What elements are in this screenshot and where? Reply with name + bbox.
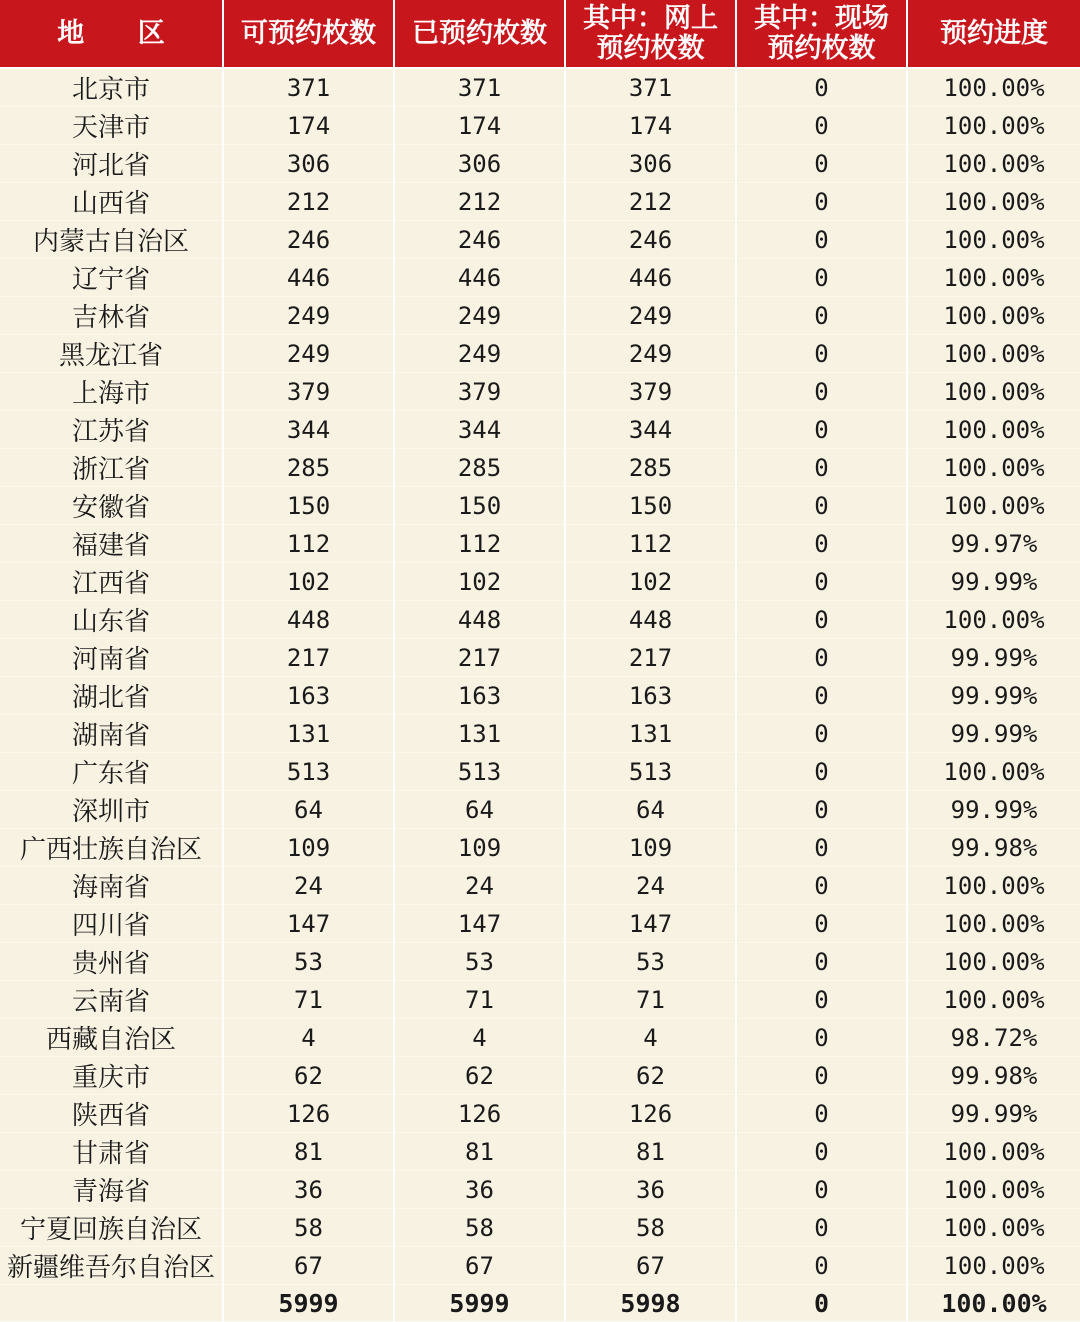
cell-available: 371 <box>223 68 394 107</box>
header-line: 地 区 <box>57 17 187 49</box>
cell-online: 71 <box>565 981 736 1019</box>
cell-progress: 100.00% <box>907 145 1080 183</box>
cell-progress: 100.00% <box>907 68 1080 107</box>
header-reserved-count <box>394 0 565 68</box>
cell-reserved: 371 <box>394 68 565 107</box>
total-cell-available: 5999 <box>223 1285 394 1322</box>
cell-available: 249 <box>223 335 394 373</box>
cell-progress: 99.97% <box>907 525 1080 563</box>
table-row <box>0 943 1080 981</box>
cell-reserved: 513 <box>394 753 565 791</box>
cell-online: 126 <box>565 1095 736 1133</box>
cell-available: 71 <box>223 981 394 1019</box>
cell-online: 112 <box>565 525 736 563</box>
table-row <box>0 1095 1080 1133</box>
table-row <box>0 867 1080 905</box>
cell-onsite: 0 <box>736 715 907 753</box>
cell-online: 306 <box>565 145 736 183</box>
cell-region: 上海市 <box>0 373 223 411</box>
cell-onsite: 0 <box>736 1171 907 1209</box>
cell-region: 新疆维吾尔自治区 <box>0 1247 223 1285</box>
cell-progress: 99.99% <box>907 677 1080 715</box>
cell-online: 448 <box>565 601 736 639</box>
cell-available: 126 <box>223 1095 394 1133</box>
cell-online: 446 <box>565 259 736 297</box>
header-region <box>0 0 223 68</box>
table-row <box>0 639 1080 677</box>
cell-onsite: 0 <box>736 943 907 981</box>
cell-online: 150 <box>565 487 736 525</box>
cell-reserved: 58 <box>394 1209 565 1247</box>
cell-online: 109 <box>565 829 736 867</box>
cell-progress: 98.72% <box>907 1019 1080 1057</box>
cell-reserved: 4 <box>394 1019 565 1057</box>
cell-online: 67 <box>565 1247 736 1285</box>
cell-region: 广东省 <box>0 753 223 791</box>
cell-onsite: 0 <box>736 107 907 145</box>
table-row <box>0 259 1080 297</box>
cell-progress: 100.00% <box>907 601 1080 639</box>
cell-available: 217 <box>223 639 394 677</box>
cell-online: 131 <box>565 715 736 753</box>
cell-online: 217 <box>565 639 736 677</box>
table-row <box>0 715 1080 753</box>
cell-region: 陕西省 <box>0 1095 223 1133</box>
cell-onsite: 0 <box>736 981 907 1019</box>
cell-available: 246 <box>223 221 394 259</box>
cell-progress: 100.00% <box>907 943 1080 981</box>
cell-reserved: 126 <box>394 1095 565 1133</box>
cell-region: 广西壮族自治区 <box>0 829 223 867</box>
cell-region: 内蒙古自治区 <box>0 221 223 259</box>
cell-online: 58 <box>565 1209 736 1247</box>
cell-region: 天津市 <box>0 107 223 145</box>
cell-reserved: 344 <box>394 411 565 449</box>
cell-progress: 99.99% <box>907 791 1080 829</box>
cell-onsite: 0 <box>736 1019 907 1057</box>
cell-onsite: 0 <box>736 221 907 259</box>
cell-available: 150 <box>223 487 394 525</box>
cell-progress: 100.00% <box>907 1133 1080 1171</box>
cell-available: 24 <box>223 867 394 905</box>
table-row <box>0 981 1080 1019</box>
table-row <box>0 829 1080 867</box>
cell-reserved: 53 <box>394 943 565 981</box>
cell-onsite: 0 <box>736 525 907 563</box>
cell-onsite: 0 <box>736 829 907 867</box>
cell-region: 宁夏回族自治区 <box>0 1209 223 1247</box>
header-line: 其中：现场 <box>754 2 889 34</box>
total-cell-online: 5998 <box>565 1285 736 1322</box>
header-line: 预约枚数 <box>767 32 876 64</box>
table-row <box>0 68 1080 107</box>
table-row <box>0 905 1080 943</box>
cell-progress: 100.00% <box>907 183 1080 221</box>
cell-online: 246 <box>565 221 736 259</box>
cell-region: 黑龙江省 <box>0 335 223 373</box>
cell-available: 147 <box>223 905 394 943</box>
cell-available: 513 <box>223 753 394 791</box>
cell-progress: 100.00% <box>907 259 1080 297</box>
table-row <box>0 221 1080 259</box>
cell-online: 212 <box>565 183 736 221</box>
cell-progress: 100.00% <box>907 867 1080 905</box>
header-line: 预约枚数 <box>596 32 705 64</box>
cell-reserved: 150 <box>394 487 565 525</box>
cell-online: 81 <box>565 1133 736 1171</box>
cell-region: 河北省 <box>0 145 223 183</box>
cell-region: 山东省 <box>0 601 223 639</box>
cell-reserved: 131 <box>394 715 565 753</box>
cell-onsite: 0 <box>736 1057 907 1095</box>
cell-onsite: 0 <box>736 639 907 677</box>
cell-progress: 99.98% <box>907 829 1080 867</box>
cell-onsite: 0 <box>736 867 907 905</box>
table-row <box>0 335 1080 373</box>
cell-online: 513 <box>565 753 736 791</box>
cell-onsite: 0 <box>736 411 907 449</box>
cell-online: 379 <box>565 373 736 411</box>
cell-region: 四川省 <box>0 905 223 943</box>
cell-progress: 99.99% <box>907 563 1080 601</box>
header-line: 预约进度 <box>940 17 1048 49</box>
cell-reserved: 112 <box>394 525 565 563</box>
cell-reserved: 36 <box>394 1171 565 1209</box>
cell-reserved: 249 <box>394 297 565 335</box>
cell-reserved: 81 <box>394 1133 565 1171</box>
cell-online: 371 <box>565 68 736 107</box>
cell-reserved: 163 <box>394 677 565 715</box>
cell-progress: 100.00% <box>907 981 1080 1019</box>
total-cell-progress: 100.00% <box>907 1285 1080 1322</box>
header-online-count <box>565 0 736 68</box>
table-row <box>0 449 1080 487</box>
cell-available: 62 <box>223 1057 394 1095</box>
cell-progress: 100.00% <box>907 905 1080 943</box>
cell-onsite: 0 <box>736 259 907 297</box>
cell-onsite: 0 <box>736 487 907 525</box>
cell-region: 甘肃省 <box>0 1133 223 1171</box>
cell-online: 249 <box>565 335 736 373</box>
cell-available: 285 <box>223 449 394 487</box>
cell-onsite: 0 <box>736 563 907 601</box>
cell-available: 4 <box>223 1019 394 1057</box>
cell-reserved: 217 <box>394 639 565 677</box>
table-row <box>0 1247 1080 1285</box>
cell-progress: 100.00% <box>907 107 1080 145</box>
cell-available: 112 <box>223 525 394 563</box>
table-body <box>0 68 1080 1322</box>
cell-online: 36 <box>565 1171 736 1209</box>
cell-online: 285 <box>565 449 736 487</box>
cell-available: 448 <box>223 601 394 639</box>
cell-region: 福建省 <box>0 525 223 563</box>
cell-available: 36 <box>223 1171 394 1209</box>
cell-onsite: 0 <box>736 335 907 373</box>
cell-region: 北京市 <box>0 68 223 107</box>
cell-reserved: 102 <box>394 563 565 601</box>
cell-reserved: 379 <box>394 373 565 411</box>
table-row <box>0 1019 1080 1057</box>
table-row <box>0 791 1080 829</box>
cell-reserved: 147 <box>394 905 565 943</box>
cell-progress: 100.00% <box>907 297 1080 335</box>
header-row <box>0 0 1080 68</box>
cell-available: 64 <box>223 791 394 829</box>
table-row <box>0 487 1080 525</box>
table-row <box>0 525 1080 563</box>
cell-reserved: 62 <box>394 1057 565 1095</box>
cell-available: 53 <box>223 943 394 981</box>
cell-onsite: 0 <box>736 791 907 829</box>
cell-available: 81 <box>223 1133 394 1171</box>
cell-online: 4 <box>565 1019 736 1057</box>
cell-onsite: 0 <box>736 373 907 411</box>
cell-online: 102 <box>565 563 736 601</box>
table-row <box>0 107 1080 145</box>
total-cell-reserved: 5999 <box>394 1285 565 1322</box>
cell-region: 深圳市 <box>0 791 223 829</box>
cell-online: 64 <box>565 791 736 829</box>
cell-onsite: 0 <box>736 1133 907 1171</box>
cell-region: 浙江省 <box>0 449 223 487</box>
cell-reserved: 249 <box>394 335 565 373</box>
cell-progress: 99.98% <box>907 1057 1080 1095</box>
cell-onsite: 0 <box>736 297 907 335</box>
total-row <box>0 1285 1080 1322</box>
cell-reserved: 448 <box>394 601 565 639</box>
cell-onsite: 0 <box>736 1209 907 1247</box>
header-onsite-count <box>736 0 907 68</box>
table-row <box>0 1057 1080 1095</box>
cell-online: 24 <box>565 867 736 905</box>
cell-available: 344 <box>223 411 394 449</box>
cell-online: 62 <box>565 1057 736 1095</box>
table-row <box>0 297 1080 335</box>
header-progress <box>907 0 1080 68</box>
cell-online: 53 <box>565 943 736 981</box>
cell-onsite: 0 <box>736 1247 907 1285</box>
table-row <box>0 1209 1080 1247</box>
cell-onsite: 0 <box>736 145 907 183</box>
cell-region: 湖北省 <box>0 677 223 715</box>
cell-online: 249 <box>565 297 736 335</box>
cell-region: 重庆市 <box>0 1057 223 1095</box>
cell-progress: 100.00% <box>907 411 1080 449</box>
table-row <box>0 753 1080 791</box>
cell-available: 306 <box>223 145 394 183</box>
cell-onsite: 0 <box>736 1095 907 1133</box>
cell-region: 安徽省 <box>0 487 223 525</box>
cell-available: 249 <box>223 297 394 335</box>
cell-available: 163 <box>223 677 394 715</box>
cell-progress: 100.00% <box>907 221 1080 259</box>
cell-region: 山西省 <box>0 183 223 221</box>
total-cell-onsite: 0 <box>736 1285 907 1322</box>
cell-reserved: 67 <box>394 1247 565 1285</box>
header-line: 已预约枚数 <box>412 17 547 49</box>
cell-available: 446 <box>223 259 394 297</box>
cell-region: 青海省 <box>0 1171 223 1209</box>
cell-onsite: 0 <box>736 68 907 107</box>
cell-progress: 100.00% <box>907 373 1080 411</box>
cell-region: 吉林省 <box>0 297 223 335</box>
cell-reserved: 446 <box>394 259 565 297</box>
cell-region: 贵州省 <box>0 943 223 981</box>
cell-reserved: 109 <box>394 829 565 867</box>
cell-reserved: 306 <box>394 145 565 183</box>
cell-progress: 100.00% <box>907 1171 1080 1209</box>
cell-available: 174 <box>223 107 394 145</box>
cell-onsite: 0 <box>736 601 907 639</box>
table-header <box>0 0 1080 68</box>
cell-region: 云南省 <box>0 981 223 1019</box>
cell-available: 58 <box>223 1209 394 1247</box>
header-available-count <box>223 0 394 68</box>
cell-onsite: 0 <box>736 677 907 715</box>
cell-progress: 100.00% <box>907 753 1080 791</box>
cell-region: 江苏省 <box>0 411 223 449</box>
cell-progress: 99.99% <box>907 715 1080 753</box>
cell-progress: 100.00% <box>907 1247 1080 1285</box>
cell-reserved: 64 <box>394 791 565 829</box>
cell-onsite: 0 <box>736 449 907 487</box>
cell-reserved: 285 <box>394 449 565 487</box>
cell-online: 147 <box>565 905 736 943</box>
table-row <box>0 145 1080 183</box>
cell-region: 江西省 <box>0 563 223 601</box>
cell-progress: 99.99% <box>907 639 1080 677</box>
table-row <box>0 183 1080 221</box>
cell-available: 212 <box>223 183 394 221</box>
cell-onsite: 0 <box>736 753 907 791</box>
cell-available: 379 <box>223 373 394 411</box>
header-line: 其中：网上 <box>583 2 718 34</box>
table-row <box>0 373 1080 411</box>
cell-onsite: 0 <box>736 905 907 943</box>
cell-region: 西藏自治区 <box>0 1019 223 1057</box>
cell-reserved: 212 <box>394 183 565 221</box>
table-row <box>0 411 1080 449</box>
cell-online: 344 <box>565 411 736 449</box>
cell-online: 163 <box>565 677 736 715</box>
cell-region: 海南省 <box>0 867 223 905</box>
cell-progress: 99.99% <box>907 1095 1080 1133</box>
table-row <box>0 1171 1080 1209</box>
cell-reserved: 24 <box>394 867 565 905</box>
cell-progress: 100.00% <box>907 1209 1080 1247</box>
cell-available: 67 <box>223 1247 394 1285</box>
cell-region: 河南省 <box>0 639 223 677</box>
cell-reserved: 174 <box>394 107 565 145</box>
header-line: 可预约枚数 <box>241 17 376 49</box>
cell-progress: 100.00% <box>907 449 1080 487</box>
cell-available: 102 <box>223 563 394 601</box>
total-cell-region <box>0 1285 223 1322</box>
cell-reserved: 246 <box>394 221 565 259</box>
cell-onsite: 0 <box>736 183 907 221</box>
cell-progress: 100.00% <box>907 335 1080 373</box>
table-row <box>0 563 1080 601</box>
table-row <box>0 1133 1080 1171</box>
cell-reserved: 71 <box>394 981 565 1019</box>
cell-progress: 100.00% <box>907 487 1080 525</box>
table-row <box>0 601 1080 639</box>
cell-available: 109 <box>223 829 394 867</box>
cell-region: 辽宁省 <box>0 259 223 297</box>
table-row <box>0 677 1080 715</box>
cell-region: 湖南省 <box>0 715 223 753</box>
cell-online: 174 <box>565 107 736 145</box>
cell-available: 131 <box>223 715 394 753</box>
